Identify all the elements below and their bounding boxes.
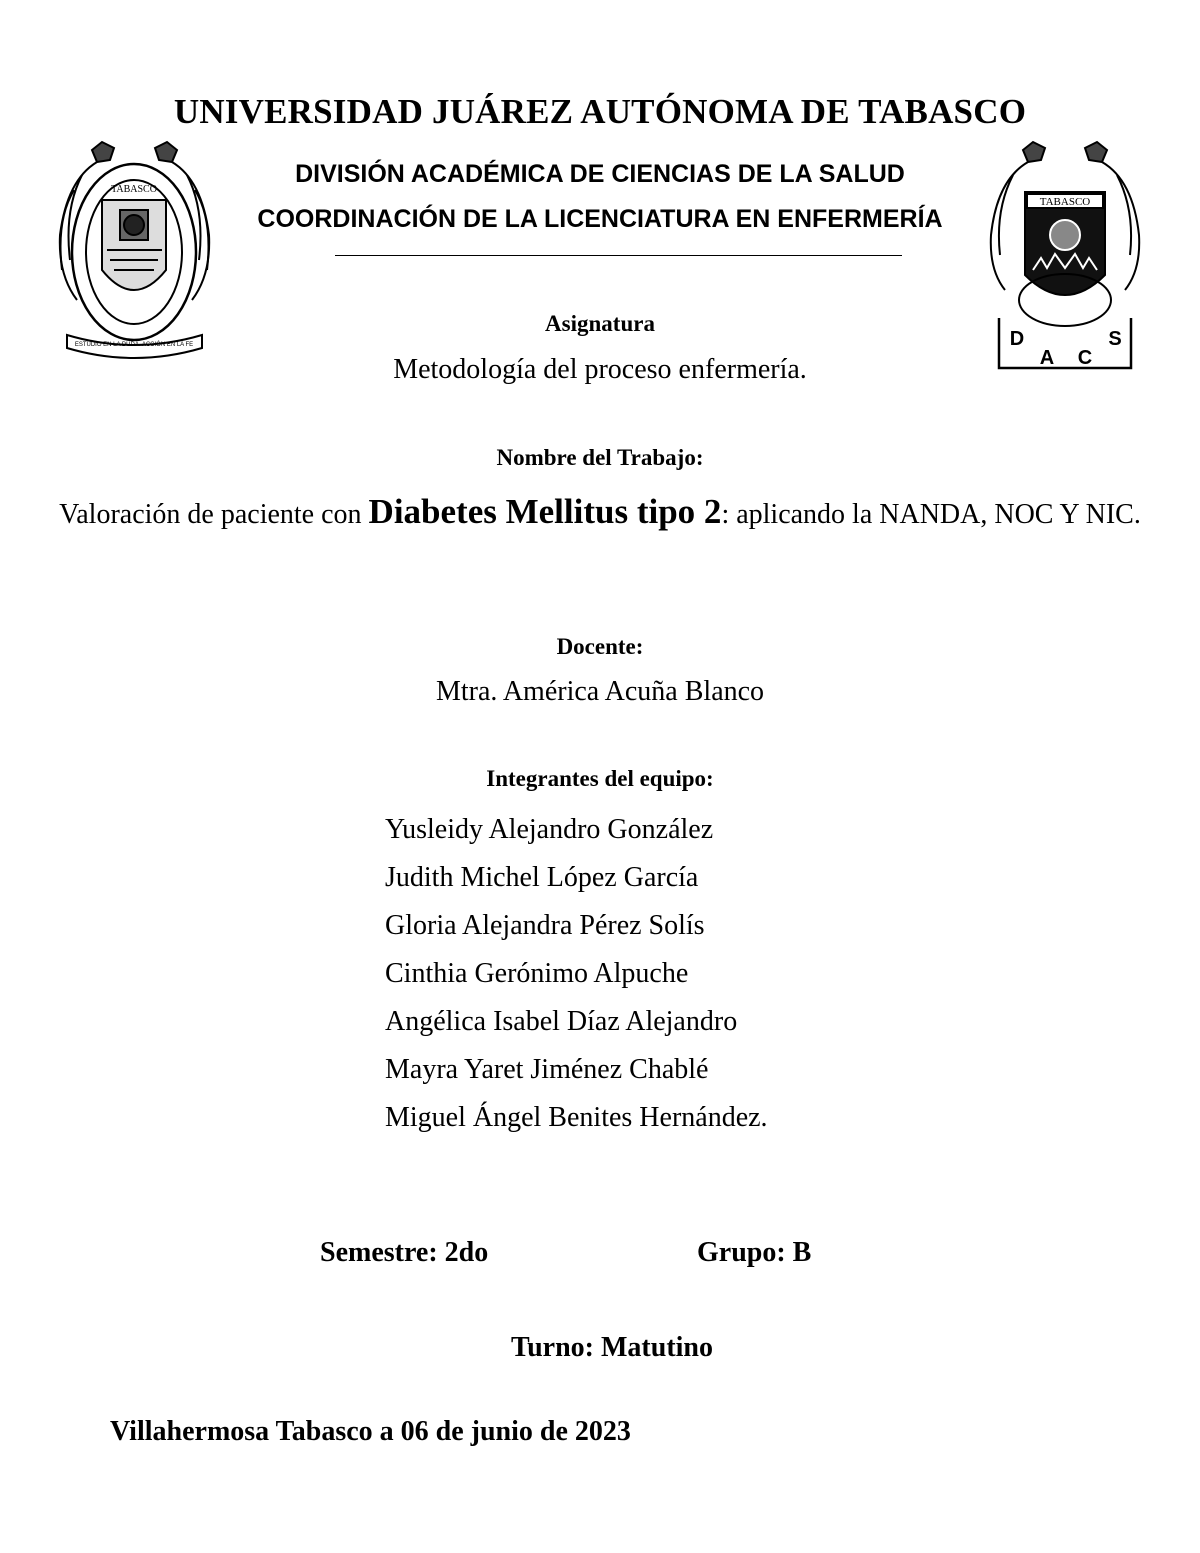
header-divider [335, 255, 902, 256]
team-member: Gloria Alejandra Pérez Solís [385, 910, 705, 941]
crest-shield-text: TABASCO [111, 184, 157, 195]
group-info: Grupo: B [697, 1237, 812, 1268]
dacs-letter-a: A [1039, 347, 1055, 369]
teacher-label: Docente: [556, 634, 644, 659]
dacs-letter-d: D [1009, 328, 1025, 350]
crest-shield-text: TABASCO [1039, 196, 1091, 208]
team-members-list [385, 806, 768, 1142]
division-title: DIVISIÓN ACADÉMICA DE CIENCIAS DE LA SALUD [295, 160, 905, 188]
work-title-part2: : aplicando la NANDA, NOC Y NIC. [721, 499, 1141, 530]
work-label: Nombre del Trabajo: [496, 445, 704, 470]
team-label: Integrantes del equipo: [486, 766, 714, 791]
dacs-letter-c: C [1077, 347, 1093, 369]
subject-value: Metodología del proceso enfermería. [393, 354, 807, 385]
team-member: Miguel Ángel Benites Hernández. [385, 1102, 768, 1133]
team-member: Judith Michel López García [385, 862, 699, 893]
place-date: Villahermosa Tabasco a 06 de junio de 2023 [110, 1416, 631, 1447]
shift-info: Turno: Matutino [511, 1332, 714, 1363]
university-title: UNIVERSIDAD JUÁREZ AUTÓNOMA DE TABASCO [173, 92, 1027, 131]
teacher-value: Mtra. América Acuña Blanco [435, 676, 765, 707]
work-title-highlight: Diabetes Mellitus tipo 2 [368, 492, 722, 531]
semester-info: Semestre: 2do [320, 1237, 489, 1268]
crest-ring-text: ESTUDIO EN LA DUDA. ACCIÓN EN LA FE [74, 342, 194, 348]
subject-label: Asignatura [545, 311, 655, 336]
team-member: Yusleidy Alejandro González [385, 814, 714, 845]
dacs-letter-s: S [1108, 328, 1122, 350]
team-member: Mayra Yaret Jiménez Chablé [385, 1054, 709, 1085]
work-title-part1: Valoración de paciente con [59, 499, 369, 530]
team-member: Cinthia Gerónimo Alpuche [385, 958, 689, 989]
work-title [0, 490, 1200, 537]
coordination-title: COORDINACIÓN DE LA LICENCIATURA EN ENFERMERÍA [257, 205, 943, 233]
team-member: Angélica Isabel Díaz Alejandro [385, 1006, 738, 1037]
